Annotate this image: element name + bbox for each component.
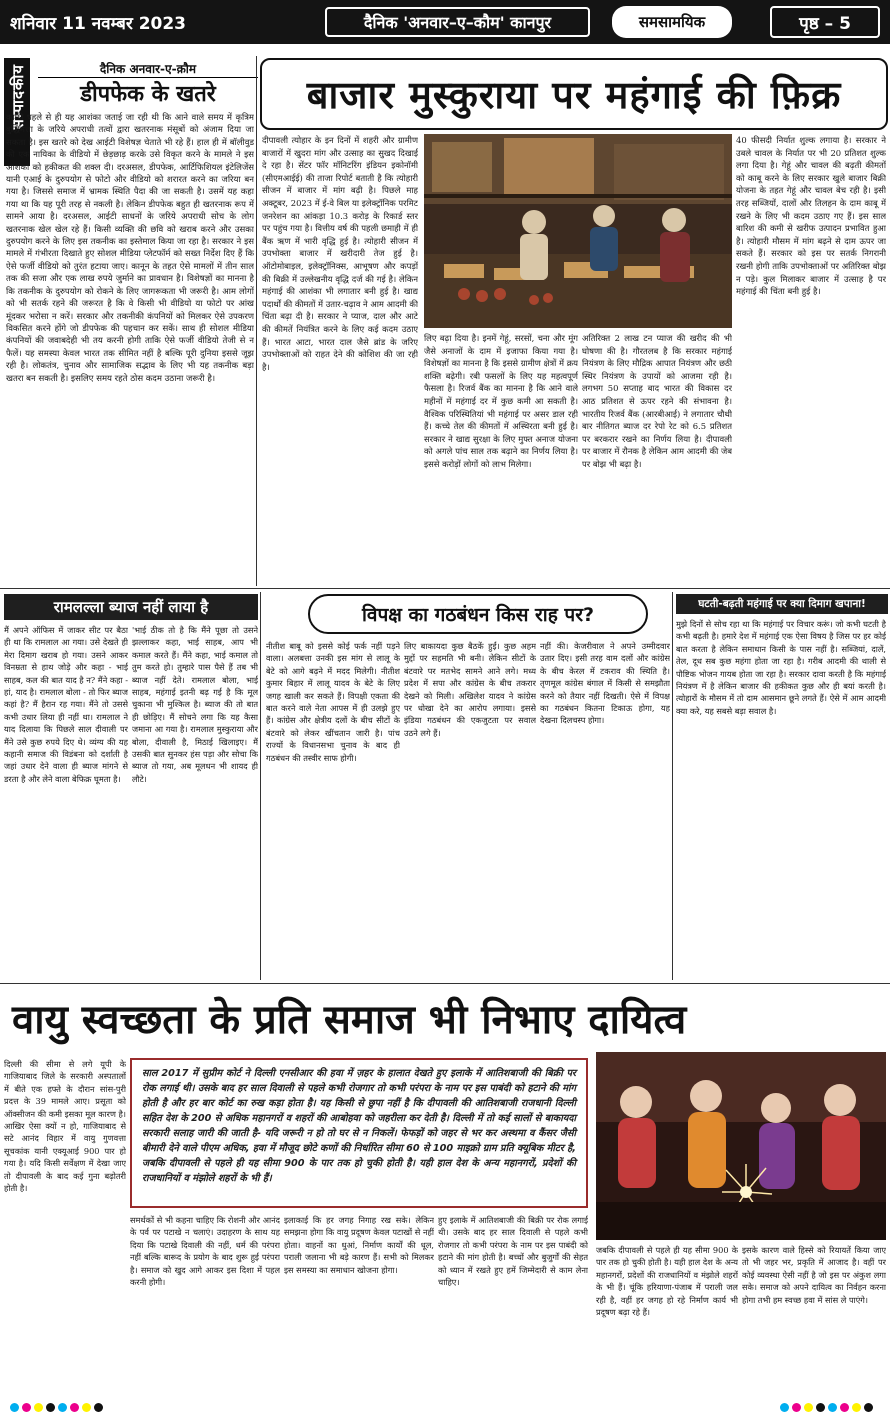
lead-col-4: 40 फीसदी निर्यात शुल्क लगाया है। सरकार ने उबले चावल के निर्यात पर भी 20 प्रतिशत शुल्क लगा दिया है। गेहूं और चावल की बढ़ती कीमतों को काबू करने के लिए सरकार खुले बाजार बिक्री योजना के तहत गेहूं और चावल बेच रही है। इसी तरह सब्जियों, दालों और तिलहन के दाम काबू में रखने के लिए भी कदम उठाए गए हैं। इस साल बारिश की कमी से खरीफ उत्पादन प्रभावित हुआ है। त्योहारी मौसम में मांग बढ़ने से दाम ऊपर जा सकते हैं। सरकार को इस पर सतर्क निगरानी रखनी होगी ताकि उपभोक्ताओं पर अतिरिक्त बोझ न पड़े। कुल मिलाकर बाजार में उत्साह है पर महंगाई की चिंता बनी हुई है। xyxy=(736,135,886,297)
lead-col-2: लिए बढ़ा दिया है। इनमें गेहूं, सरसों, चना और मूंग जैसे अनाजों के दाम में इजाफा किया गया है। विशेषज्ञों का मानना है कि इससे ग्रामीण क्षेत्रों में क्रय शक्ति बढ़ेगी। रबी फसलों के लिए यह महत्वपूर्ण फैसला है। रिजर्व बैंक का मानना है कि आने वाले महीनों में महंगाई दर में कुछ कमी आ सकती है। वैश्विक परिस्थितियां भी महंगाई पर असर डाल रही हैं। कच्चे तेल की कीमतों में अस्थिरता बनी हुई है। सरकार ने खाद्य सुरक्षा के लिए मुफ्त अनाज योजना को अगले पांच साल तक बढ़ाने का निर्णय लिया है। इससे करोड़ों लोगों को लाभ मिलेगा। xyxy=(424,333,578,469)
vayu-col-4: हुए इलाके में आतिशबाजी की बिक्री पर रोक लगाई थी। उसके बाद हर साल दिवाली से पहले कभी रोजगार तो कभी परंपरा के नाम पर इस पाबंदी को हटाने की मांग होती है। बच्चों और बुजुर्गों की सेहत को ध्यान में रखते हुए हमें जिम्मेदारी से काम लेना चाहिए। xyxy=(438,1215,588,1288)
column-divider xyxy=(256,56,257,586)
vayu-headline: वायु स्वच्छता के प्रति समाज भी निभाए दायित्व xyxy=(12,996,687,1043)
issue-date: शनिवार 11 नवम्बर 2023 xyxy=(10,13,187,34)
section-name: समसामयिक xyxy=(612,6,732,38)
vayu-pull-quote: साल 2017 में सुप्रीम कोर्ट ने दिल्ली एनसीआर की हवा में ज़हर के हालात देखते हुए इलाके में आतिशबाजी की बिक्री पर रोक लगाई थी। उसके बाद हर साल दिवाली से पहले कभी रोजगार तो कभी परंपरा के नाम पर इस पाबंदी को हटाने की मांग होती है और हर बार कोर्ट का रुख कड़ा होता है। यह किसी से छुपा नहीं है कि दीपावली की आतिशबाजी राजधानी दिल्ली सहित देश के 200 से अधिक महानगरों व शहरों की आबोहवा को जहरीला कर देती है। दिल्ली में तो कई सालों से बाकायदा सरकारी सलाह जारी की जाती है- यदि जरूरी न हो तो घर से न निकलें। फेफड़ों को जहर से भर कर अस्थमा व कैंसर जैसी बीमारी देने वाले पीएम अधिक, हवा में मौजूद छोटे कणों की निर्धारित सीमा 60 से 100 माइक्रो ग्राम प्रति क्यूबिक मीटर है, जबकि दीपावली से पहले ही यह सीमा 900 के पार तक हो चुकी होती है। यही हाल देश के अन्य महानगरों, प्रदेशों की राजधानियों व मंझोले शहरों के भी हैं। xyxy=(130,1058,588,1208)
vayu-col-3: इलाकाई कि हर जगह निगाह रख सके। लेकिन समझना होगा कि वायु प्रदूषण केवल पटाखों से नहीं होता। वाहनों का धुआं, निर्माण कार्यों की धूल, पराली जलाना भी बड़े कारण हैं। सभी को मिलकर इस समस्या का समाधान खोजना होगा। xyxy=(284,1215,434,1275)
vipaksh-col-1: नीतीश बाबू को इससे कोई फर्क नहीं पड़ने वाला। अलबत्ता उनकी इस मांग से लालू के बेटे को आगे बढ़ने में मदद मिलेगी। नीतीश कुमार बिहार में लालू यादव के बेटे के लिए जगह खाली कर सकते हैं। विपक्षी एकता की बात करने वाले नेता आपस में ही उलझे हुए हैं। कांग्रेस और क्षेत्रीय दलों के बीच सीटों के बंटवारे को लेकर खींचतान जारी है। पांच राज्यों के विधानसभा चुनाव के बाद ही गठबंधन की तस्वीर साफ होगी। xyxy=(266,641,400,763)
page-number: पृष्ठ – 5 xyxy=(770,6,880,38)
vipaksh-col-3: नहीं की। केजरीवाल ने अपने उम्मीदवार उतार दिए। इसी तरह वाम दलों और कांग्रेस के बीच केरल में टकराव की स्थिति है। तृणमूल कांग्रेस बंगाल में किसी से समझौता करने को तैयार नहीं दिखती। ऐसे में विपक्ष का गठबंधन कितना टिकाऊ होगा, यह देखना दिलचस्प होगा। xyxy=(540,641,670,726)
lead-col-3: अतिरिक्त 2 लाख टन प्याज की खरीद की भी घोषणा की है। गौरतलब है कि सरकार महंगाई नियंत्रण के लिए मौद्रिक आपात नियंत्रण और छठी स्थिर नियंत्रण के उपायों को आजमा रही है। लगभग 50 सप्ताह बाद भारत की विकास दर आठ प्रतिशत से ऊपर रहने की संभावना है। भारतीय रिजर्व बैंक (आरबीआई) ने लगातार चौथी बार नीतिगत ब्याज दर रेपो रेट को 6.5 प्रतिशत पर बरकरार रखने का निर्णय लिया है। दीपावली पर बाजार में रौनक है लेकिन आम आदमी की जेब पर बोझ भी बढ़ा है। xyxy=(582,333,732,469)
editorial-title: डीपफेक के खतरे xyxy=(80,82,216,107)
mehngai-header xyxy=(676,594,888,614)
registration-marks-left xyxy=(10,1403,103,1413)
ramlalla-col-1: मैं अपने ऑफिस में जाकर सीट पर बैठा ही था कि रामलाल आ गया। उसे देखते ही मेरा दिमाग खराब हो गया। उसने आकर विनम्रता से हाथ जोड़े और कहा - भाई साहब, कल की बात याद है न? मैंने कहा - हां, याद है। रामलाल बोला - तो फिर ब्याज कहां है? मैं हैरान रह गया। मैंने तो उससे कभी उधार लिया ही नहीं था। रामलाल ने याद दिलाया कि पिछले साल दीवाली पर मैंने उसे कुछ रुपये दिए थे। व्यंग्य की यह कहानी समाज की विडंबना को दर्शाती है जहां उधार देने वाला ही ब्याज मांगने से डरता है और लेने वाला बेफिक्र घूमता है। xyxy=(4,625,128,784)
lead-headline: बाजार मुस्कुराया पर महंगाई की फ़िक्र xyxy=(306,73,842,117)
market-photo xyxy=(424,134,732,328)
masthead xyxy=(0,0,890,44)
lead-headline-box xyxy=(260,58,888,130)
vipaksh-col-2: लिए बाकायदा कुछ बैठकें हुईं। कुछ अहम मुद्दों पर सहमति भी बनी। लेकिन सीटों के बंटवारे पर मतभेद सामने आने लगे। मध्य प्रदेश में सपा और कांग्रेस के बीच तकरार देखने को मिली। अखिलेश यादव ने कांग्रेस पर धोखा देने का आरोप लगाया। इससे इंडिया गठबंधन की एकजुटता पर सवाल उठने लगे हैं। xyxy=(404,641,536,738)
vipaksh-header xyxy=(308,594,648,634)
vayu-col-6: इसके कारण वाले हिस्से को रियायतें किया जाए तो भी जहर भर, प्रकृति में आजाद है। वहीं पर कोई व्यवस्था ऐसी नहीं है जो इस पर अंकुश लगा सके। समाज को अपने दायित्व का निर्वहन करना होगा तभी हम स्वच्छ हवा में सांस ले पाएंगे। xyxy=(742,1245,886,1305)
ramlalla-title: रामलल्ला ब्याज नहीं लाया है xyxy=(53,598,209,616)
diwali-photo xyxy=(596,1052,886,1240)
lead-col-1: दीपावली त्योहार के इन दिनों में शहरी और ग्रामीण बाजारों में खुदरा मांग और उत्साह का सुखद दिखाई दे रहा है। सेंटर फॉर मॉनिटरिंग इंडियन इकोनॉमी (सीएमआईई) की ताजा रिपोर्ट बताती है कि त्योहारी सीजन में बाजार में मांग बढ़ी है। पिछले माह अक्टूबर, 2023 में ई-वे बिल या इलेक्ट्रॉनिक परमिट जनरेशन का आंकड़ा 10.3 करोड़ के रिकार्ड स्तर पर पहुंच गया है। वित्तीय वर्ष की पहली छमाही में ही बैंक ऋण में भारी वृद्धि हुई है। त्योहारी सीजन में उपभोक्ता बाजार में खरीदारी तेज हुई है। ऑटोमोबाइल, इलेक्ट्रॉनिक्स, आभूषण और कपड़ों की बिक्री में उल्लेखनीय वृद्धि दर्ज की गई है। लेकिन महंगाई की आशंका भी लगातार बनी हुई है। खाद्य पदार्थों की कीमतों में उतार-चढ़ाव ने आम आदमी की चिंता बढ़ा दी है। सरकार ने प्याज, दाल और आटे की कीमतें नियंत्रित करने के लिए कई कदम उठाए हैं। भारत आटा, भारत दाल जैसे ब्रांड के जरिए उपभोक्ताओं को राहत देने की कोशिश की जा रही है। xyxy=(262,135,418,372)
editorial-body: काफी पहले से ही यह आशंका जताई जा रही थी कि आने वाले समय में कृत्रिम बुद्धिमत्ता के जरिये अपराधी तत्वों द्वारा खतरनाक मंसूबों को अंजाम दिया जा सकता है। इस खतरे को देख आईटी विशेषज्ञ चेताते भी रहे हैं। हाल ही में बॉलीवुड की एक नायिका के वीडियो में छेड़छाड़ करके उसे विकृत करने के मामले ने इस आशंका को हकीकत की शक्ल दी। दरअसल, डीपफेक, आर्टिफिशियल इंटेलिजेंस यानी एआई के दुरुपयोग से फोटो और वीडियो को शरारत करने का जरिया बन गया है। जिससे समाज में भ्रामक स्थिति पैदा की जा सकती है। उसमें यह कहा गया था कि यह पूरी तरह से नकली है। लेकिन डीपफेक बहुत ही खतरनाक रूप में सामने आया है। दरअसल, आईटी साधनों के जरिये अपराधी सोच के लोग खतरनाक खेल खेल रहे हैं। किसी व्यक्ति की छवि को खराब करने और उसका दुरुपयोग करने के लिए इस तकनीक का इस्तेमाल किया जा रहा है। सरकार ने इस मामले में गंभीरता दिखाते हुए सोशल मीडिया प्लेटफॉर्म को सख्त निर्देश दिए हैं कि ऐसे फर्जी वीडियो को तुरंत हटाया जाए। कानून के तहत ऐसे मामलों में तीन साल तक की सजा और एक लाख रुपये जुर्माने का प्रावधान है। विशेषज्ञों का मानना है कि तकनीक के दुरुपयोग को रोकने के लिए जागरूकता भी जरूरी है। आम लोगों को भी सतर्क रहने की जरूरत है कि वे किसी भी वीडियो या फोटो पर आंख मूंदकर भरोसा न करें। सरकार और तकनीकी कंपनियों को मिलकर ऐसे उपकरण विकसित करने होंगे जो डीपफेक की पहचान कर सकें। साथ ही सोशल मीडिया कंपनियों की जवाबदेही भी तय करनी होगी ताकि ऐसे फर्जी वीडियो तेजी से न फैलें। यह समस्या केवल भारत तक सीमित नहीं है बल्कि पूरी दुनिया इससे जूझ रही है। लोकतंत्र, चुनाव और सामाजिक सद्भाव के लिए भी यह तकनीक बड़ा खतरा बन सकती है। इसलिए समय रहते ठोस कदम उठाना जरूरी है। xyxy=(6,113,254,384)
paper-name: दैनिक 'अनवार–ए–कौम' कानपुर xyxy=(325,7,590,37)
ramlalla-header xyxy=(4,594,258,620)
editorial-source: दैनिक अनवार-ए-क़ौम xyxy=(38,60,258,78)
mehngai-title: घटती-बढ़ती महंगाई पर क्या दिमाग खपाना! xyxy=(698,598,866,610)
section-divider xyxy=(0,588,890,589)
vayu-col-2: समर्थकों से भी कहना चाहिए कि रोशनी और आनंद के पर्व पर पटाखे न चलाएं। उदाहरण के साथ यह दिया कि पटाखे दिवाली की नहीं, धर्म की परंपरा नहीं बल्कि बारूद के प्रयोग के बाद शुरू हुई परंपरा है। समाज को खुद आगे आकर इस दिशा में पहल करनी होगी। xyxy=(130,1215,280,1288)
column-divider xyxy=(672,592,673,980)
registration-marks-right xyxy=(780,1403,873,1413)
editorial-side-tag: सम्पादकीय xyxy=(9,64,27,130)
ramlalla-col-2: 'भाई ठीक तो है कि मैंने पूछा तो उसने झल्लाकर कहा, भाई साहब, आप भी कमाल करते हैं। मैंने कहा, भाई कमाल तो तुम करते हो। तुम्हारे पास पैसे हैं तब भी ब्याज नहीं देते। रामलाल बोला, भाई साहब, महंगाई इतनी बढ़ गई है कि मूल चुकाना भी मुश्किल है। ब्याज की तो बात ही छोड़िए। मैं सोचने लगा कि यह कैसा जमाना आ गया है। रामलाल मुस्कुराया और बोला, दीवाली है, मिठाई खिलाइए। मैं उसकी बात सुनकर हंस पड़ा और सोचा कि ब्याज तो गया, अब मूलधन भी शायद ही लौटे। xyxy=(132,625,258,784)
vayu-col-1: दिल्ली की सीमा से लगे यूपी के गाजियाबाद जिले के सरकारी अस्पतालों में बीते एक हफ्ते के दौरान सांस-पुरी प्रदत्त के 39 मामले आए। प्रसूता को ऑक्सीजन की कमी इसका मूल कारण है। आखिर ऐसा क्यों न हो, गाजियाबाद से सटे आनंद विहार में वायु गुणवत्ता सूचकांक यानी एक्यूआई 900 पार हो गया है। यदि किसी सर्वेक्षण में देखा जाए तो दीपावली के बाद कई गुना बढ़ोतरी होती है। xyxy=(4,1059,126,1194)
vayu-col-5: जबकि दीपावली से पहले ही यह सीमा 900 के पार तक हो चुकी होती है। यही हाल देश के अन्य महानगरों, प्रदेशों की राजधानियों व मंझोले शहरों के भी हैं। चूंकि हरियाणा-पंजाब में पराली जल रही है, वहीं हर जगह हो रहे निर्माण कार्य भी प्रदूषण बढ़ा रहे हैं। xyxy=(596,1245,738,1318)
section-divider xyxy=(0,983,890,984)
vipaksh-title: विपक्ष का गठबंधन किस राह पर? xyxy=(361,604,595,626)
mehngai-body: मुझे दिनों से सोच रहा था कि महंगाई पर विचार करूं। जो कभी घटती है कभी बढ़ती है। हमारे देश में महंगाई एक ऐसा विषय है जिस पर हर कोई बात करता है लेकिन समाधान किसी के पास नहीं है। सब्जियां, दालें, तेल, दूध सब कुछ महंगा होता जा रहा है। गरीब आदमी की थाली से पौष्टिक भोजन गायब होता जा रहा है। सरकार दावा करती है कि महंगाई नियंत्रण में है लेकिन बाजार की हकीकत कुछ और ही बयां करती है। त्योहारों के मौसम में तो दाम आसमान छूने लगते हैं। ऐसे में आम आदमी क्या करे, यह सबसे बड़ा सवाल है। xyxy=(676,619,886,716)
column-divider xyxy=(260,592,261,980)
